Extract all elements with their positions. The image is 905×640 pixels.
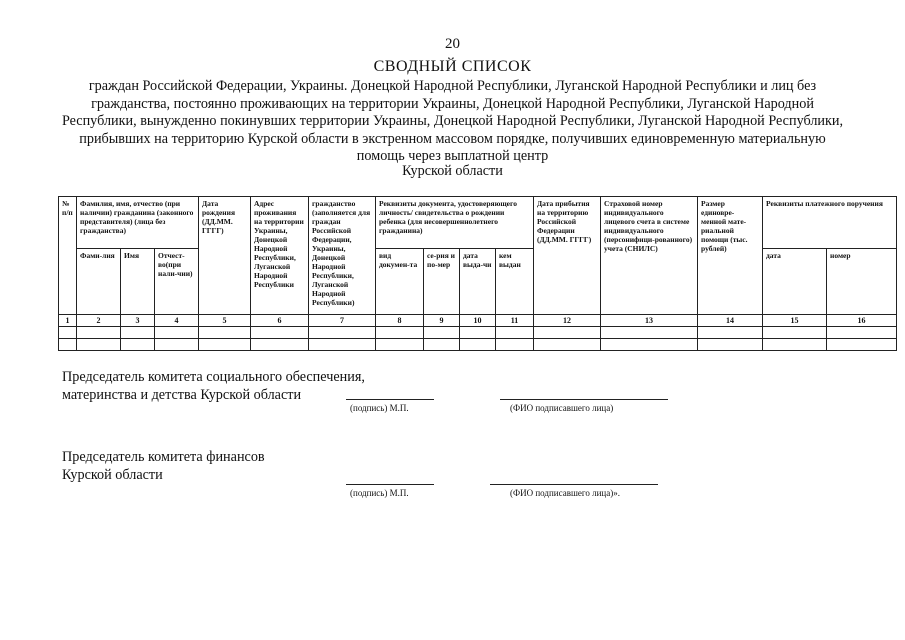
column-number: 4 — [155, 315, 199, 327]
second-fio-caption: (ФИО подписавшего лица)». — [510, 488, 620, 498]
column-number: 11 — [496, 315, 534, 327]
summary-table — [58, 196, 897, 351]
header-birth-date: Дата рождения (ДД.ММ. ГГГГ) — [199, 197, 251, 315]
column-number: 16 — [827, 315, 897, 327]
header-doc-series: се-рия и по-мер — [424, 249, 460, 315]
document-title: СВОДНЫЙ СПИСОК — [373, 58, 532, 75]
first-signature-caption: (подпись) М.П. — [350, 403, 409, 413]
header-snils: Страховой номер индивидуального лицевого счета в системе индивидуального (персонифици-рованного) учета (СНИЛС) — [601, 197, 698, 315]
header-arrival-date: Дата прибытия на территорию Российской Федерации (ДД.ММ. ГГГГ) — [534, 197, 601, 315]
header-number: № п/п — [59, 197, 77, 315]
second-signature-caption: (подпись) М.П. — [350, 488, 409, 498]
first-fio-caption: (ФИО подписавшего лица) — [510, 403, 614, 413]
column-number: 8 — [376, 315, 424, 327]
header-citizenship: гражданство (заполняется для граждан Российской Федерации, Украины, Донецкой Народной Республики, Луганской Народной Республики) — [309, 197, 376, 315]
header-address: Адрес проживания на территории Украины, Донецкой Народной Республики, Луганской Народной Республики — [251, 197, 309, 315]
header-document-group: Реквизиты документа, удостоверяющего личность/ свидетельства о рождении ребенка (для несовершеннолетнего гражданина) — [376, 197, 534, 249]
header-pay-date: дата — [763, 249, 827, 315]
column-number: 2 — [77, 315, 121, 327]
column-number: 15 — [763, 315, 827, 327]
header-firstname: Имя — [121, 249, 155, 315]
column-number: 14 — [698, 315, 763, 327]
column-number: 5 — [199, 315, 251, 327]
second-fio-line — [490, 484, 658, 485]
first-signature-line — [346, 399, 434, 400]
header-doc-type: вид докумен-та — [376, 249, 424, 315]
header-name-group: Фамилия, имя, отчество (при наличии) гражданина (законного представителя) (лица без гражданства) — [77, 197, 199, 249]
document-region: Курской области — [402, 163, 503, 179]
column-number-row — [59, 315, 897, 327]
page-number: 20 — [445, 36, 460, 52]
header-amount: Размер единовре-менной мате-риальной помощи (тыс. рублей) — [698, 197, 763, 315]
column-number: 6 — [251, 315, 309, 327]
document-subtitle: граждан Российской Федерации, Украины. Донецкой Народной Республики, Луганской Народной Республики и лиц без гражданства, постоянно проживающих на территории Украины, Донецкой Народной Республики, Луганской Народной Республики, вынужденно покинувших территории Украины, Донецкой Народной Республики, Луганской Народной Республики, прибывших на территорию Курской области в экстренном массовом порядке, получивших единовременную материальную помощь через выплатной центр — [61, 78, 844, 164]
column-number: 7 — [309, 315, 376, 327]
header-doc-date: дата выда-чи — [460, 249, 496, 315]
header-pay-number: номер — [827, 249, 897, 315]
column-number: 12 — [534, 315, 601, 327]
header-patronymic: Отчест-во(при нали-чии) — [155, 249, 199, 315]
header-payment-group: Реквизиты платежного поручения — [763, 197, 897, 249]
column-number: 13 — [601, 315, 698, 327]
header-surname: Фами-лия — [77, 249, 121, 315]
empty-row — [59, 339, 897, 351]
second-signatory-title: Председатель комитета финансов Курской области — [62, 449, 265, 483]
column-number: 9 — [424, 315, 460, 327]
column-number: 1 — [59, 315, 77, 327]
first-signatory-title: Председатель комитета социального обеспечения, материнства и детства Курской области — [62, 369, 365, 403]
first-fio-line — [500, 399, 668, 400]
header-doc-issuer: кем выдан — [496, 249, 534, 315]
second-signature-line — [346, 484, 434, 485]
column-number: 10 — [460, 315, 496, 327]
empty-row — [59, 327, 897, 339]
column-number: 3 — [121, 315, 155, 327]
